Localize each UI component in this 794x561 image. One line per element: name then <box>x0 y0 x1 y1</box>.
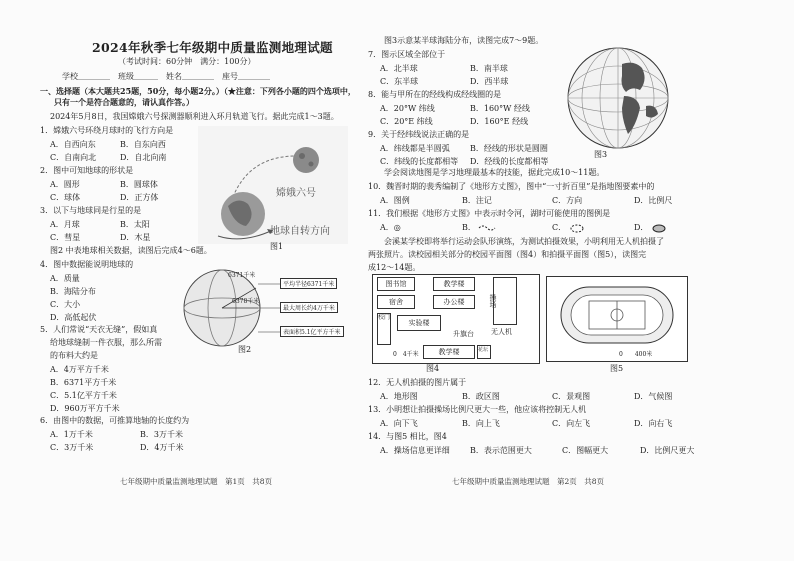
fig4-library: 图书馆 <box>377 277 415 291</box>
intro-q7: 图3示意某半球海陆分布，读图完成7～9题。 <box>384 36 544 45</box>
q12-stem: 12．无人机拍摄的图片属于 <box>368 378 467 387</box>
q9-stem: 9．关于经纬线说法正确的是 <box>368 130 470 139</box>
fig2-radius-2: 6378千米 <box>232 298 260 305</box>
section-heading: 一、选择题（本大题共25题，50分，每小题2分。）（★注意：下列各小题的四个选项中， <box>40 86 356 96</box>
q11-option-b-label: B． <box>462 223 476 232</box>
fig2-box-radius: 平均半径6371千米 <box>280 278 337 289</box>
seasonal-lake-icon <box>569 224 585 233</box>
q11-option-c[interactable] <box>552 222 585 233</box>
fig5-caption: 图5 <box>610 364 624 373</box>
seasonal-river-icon <box>478 224 496 232</box>
fig4-gate: 校门 <box>377 313 391 345</box>
track-graphic <box>547 277 687 361</box>
fig1-label-rotation: 地球自转方向 <box>270 226 330 237</box>
q14-option-c[interactable]: C．图幅更大 <box>562 446 609 455</box>
figure-4 <box>372 274 540 364</box>
q5-option-d[interactable]: D．960万平方千米 <box>50 404 120 413</box>
fig4-drone: 无人机 <box>491 328 512 336</box>
q2-option-b[interactable]: B．圆球体 <box>120 180 158 189</box>
q9-option-d[interactable]: D．经线的长度都相等 <box>470 157 549 166</box>
footer-right: 七年级期中质量监测地理试题 第2页 共8页 <box>452 477 605 486</box>
footer-left: 七年级期中质量监测地理试题 第1页 共8页 <box>120 477 273 486</box>
q3-option-b[interactable]: B．太阳 <box>120 220 150 229</box>
figure-3 <box>560 46 676 150</box>
q13-stem: 13．小明想让拍摄操场比例尺更大一些，他应该将控制无人机 <box>368 405 587 414</box>
q6-option-b[interactable]: B．3万千米 <box>140 430 183 439</box>
q6-stem: 6．由图中的数据，可推算地轴的长度约为 <box>40 416 190 425</box>
q3-stem: 3．以下与地球同是行星的是 <box>40 206 142 215</box>
q4-stem: 4．图中数据能说明地球的 <box>40 260 134 269</box>
q3-option-c[interactable]: C．彗星 <box>50 233 81 242</box>
figure-2 <box>178 266 350 350</box>
q11-option-d[interactable] <box>634 222 667 233</box>
q4-option-b[interactable]: B．海陆分布 <box>50 287 96 296</box>
q1-option-a[interactable]: A．自西向东 <box>50 140 96 149</box>
q8-option-d[interactable]: D．160°E 经线 <box>470 117 529 126</box>
q13-option-d[interactable]: D．向右飞 <box>634 419 673 428</box>
q3-option-a[interactable]: A．月球 <box>50 220 80 229</box>
fig4-garden: 花坛 <box>477 345 491 359</box>
q11-option-d-label: D． <box>634 223 649 232</box>
fig1-caption: 图1 <box>270 242 284 251</box>
fig4-teaching-building: 教学楼 <box>433 277 475 291</box>
q7-option-a[interactable]: A．北半球 <box>380 64 418 73</box>
q1-option-b[interactable]: B．自东向西 <box>120 140 166 149</box>
globe-graphic <box>560 46 676 150</box>
figure-1 <box>198 126 348 244</box>
fig4-playground: 操场 <box>493 277 517 325</box>
q5-option-a[interactable]: A．4万平方千米 <box>50 365 109 374</box>
q6-option-d[interactable]: D．4万千米 <box>140 443 184 452</box>
q12-option-b[interactable]: B．政区图 <box>462 392 500 401</box>
intro-q4: 图2 中表地球相关数据，读图后完成4～6题。 <box>50 246 212 255</box>
q8-option-b[interactable]: B．160°W 经线 <box>470 104 530 113</box>
q2-option-a[interactable]: A．圆形 <box>50 180 80 189</box>
q6-option-c[interactable]: C．3万千米 <box>50 443 94 452</box>
fig2-box-circumference: 最大周长约4万千米 <box>280 302 338 313</box>
q10-option-a[interactable]: A．图例 <box>380 196 410 205</box>
q2-option-d[interactable]: D．正方体 <box>120 193 159 202</box>
q3-option-d[interactable]: D．木星 <box>120 233 151 242</box>
q12-option-a[interactable]: A．地形图 <box>380 392 418 401</box>
q1-option-d[interactable]: D．自北向南 <box>120 153 167 162</box>
intro-q10: 学会阅读地图是学习地理最基本的技能，据此完成10～11题。 <box>384 168 605 177</box>
section-heading-2: 只有一个是符合题意的，请认真作答。） <box>54 97 194 107</box>
exam-title: 2024年秋季七年级期中质量监测地理试题 <box>92 40 333 55</box>
q1-option-c[interactable]: C．自南向北 <box>50 153 97 162</box>
exam-info: （考试时间：60分钟 满分：100分） <box>118 57 256 66</box>
fig4-teaching-building-2: 教学楼 <box>423 345 475 359</box>
q7-option-c[interactable]: C．东半球 <box>380 77 419 86</box>
q7-option-d[interactable]: D．西半球 <box>470 77 509 86</box>
q13-option-a[interactable]: A．向下飞 <box>380 419 418 428</box>
q13-option-c[interactable]: C．向左飞 <box>552 419 591 428</box>
q2-stem: 2．图中可知地球的形状是 <box>40 166 134 175</box>
q11-option-a[interactable]: A．◎ <box>380 223 401 232</box>
q9-option-a[interactable]: A．纬线都是半圆弧 <box>380 144 450 153</box>
q11-option-b[interactable] <box>462 222 496 233</box>
fig4-dormitory: 宿舍 <box>377 295 415 309</box>
q14-option-d[interactable]: D．比例尺更大 <box>640 446 695 455</box>
fig3-caption: 图3 <box>594 150 608 159</box>
q11-option-c-label: C． <box>552 223 567 232</box>
figure-5 <box>546 276 688 362</box>
fig1-label-probe: 嫦娥六号 <box>276 188 316 199</box>
q7-option-b[interactable]: B．南半球 <box>470 64 508 73</box>
q10-stem: 10．魏晋时期的裴秀编制了《地形方丈图》，图中“一寸折百里”是指地图要素中的 <box>368 182 655 191</box>
intro-q1: 2024年5月8日，我国嫦娥六号探测器顺利进入环月轨道飞行。据此完成1～3题。 <box>50 112 339 121</box>
fig2-caption: 图2 <box>238 345 252 354</box>
q4-option-c[interactable]: C．大小 <box>50 300 81 309</box>
q14-option-a[interactable]: A．操场信息更详细 <box>380 446 450 455</box>
q14-stem: 14．与图5 相比，图4 <box>368 432 447 441</box>
q5-stem-1: 5．人们常说“天衣无缝”，假如真 <box>40 325 158 334</box>
q11-stem: 11．我们根据《地形方丈图》中表示时令河，湖时可能使用的图例是 <box>368 209 611 218</box>
intro-q12-line2: 两张照片。读校园相关部分的校园平面图（图4）和拍摄平面图（图5），读图完 <box>368 250 647 259</box>
q9-option-b[interactable]: B．经线的形状是圆圈 <box>470 144 548 153</box>
q10-option-c[interactable]: C．方向 <box>552 196 583 205</box>
q9-option-c[interactable]: C．纬线的长度都相等 <box>380 157 459 166</box>
student-fields: 学校＿＿＿＿ 班级＿＿＿ 姓名＿＿＿＿ 座号＿＿＿＿ <box>62 72 270 81</box>
q12-option-d[interactable]: D．气候图 <box>634 392 673 401</box>
q2-option-c[interactable]: C．球体 <box>50 193 81 202</box>
fig4-scale: 0 4千米 <box>393 351 419 358</box>
fig4-office: 办公楼 <box>433 295 475 309</box>
q10-option-d[interactable]: D．比例尺 <box>634 196 673 205</box>
q5-stem-3: 的布料大约是 <box>50 351 98 360</box>
q4-option-a[interactable]: A．质量 <box>50 274 80 283</box>
lake-icon <box>651 224 667 233</box>
fig5-scale: 0 400米 <box>619 351 653 358</box>
fig2-box-area: 表面积5.1亿平方千米 <box>280 326 344 337</box>
q5-option-c[interactable]: C．5.1亿平方千米 <box>50 391 117 400</box>
q14-option-b[interactable]: B．表示范围更大 <box>470 446 532 455</box>
fig4-caption: 图4 <box>426 364 440 373</box>
fig2-radius-1: 6371千米 <box>228 272 256 279</box>
q5-option-b[interactable]: B．6371平方千米 <box>50 378 117 387</box>
fig4-lab: 实验楼 <box>397 315 441 331</box>
q6-option-a[interactable]: A．1万千米 <box>50 430 93 439</box>
q7-stem: 7．图示区域全部位于 <box>368 50 446 59</box>
q12-option-c[interactable]: C．景观图 <box>552 392 591 401</box>
fig4-flag-platform: 升旗台 <box>453 330 474 338</box>
q8-option-c[interactable]: C．20°E 纬线 <box>380 117 433 126</box>
q5-stem-2: 给地球缝制一件衣服，那么所需 <box>50 338 162 347</box>
intro-q12-line1: 会溪某学校即将举行运动会队形演练，为测试拍摄效果，小明利用无人机拍摄了 <box>384 237 664 246</box>
q8-option-a[interactable]: A．20°W 纬线 <box>380 104 435 113</box>
q4-option-d[interactable]: D．高低起伏 <box>50 313 97 322</box>
q8-stem: 8．能与甲所在的经线构成经线圈的是 <box>368 90 502 99</box>
q1-stem: 1．嫦娥六号环绕月球时的飞行方向是 <box>40 126 174 135</box>
q10-option-b[interactable]: B．注记 <box>462 196 492 205</box>
q13-option-b[interactable]: B．向上飞 <box>462 419 500 428</box>
intro-q12-line3: 成12～14题。 <box>368 263 421 272</box>
